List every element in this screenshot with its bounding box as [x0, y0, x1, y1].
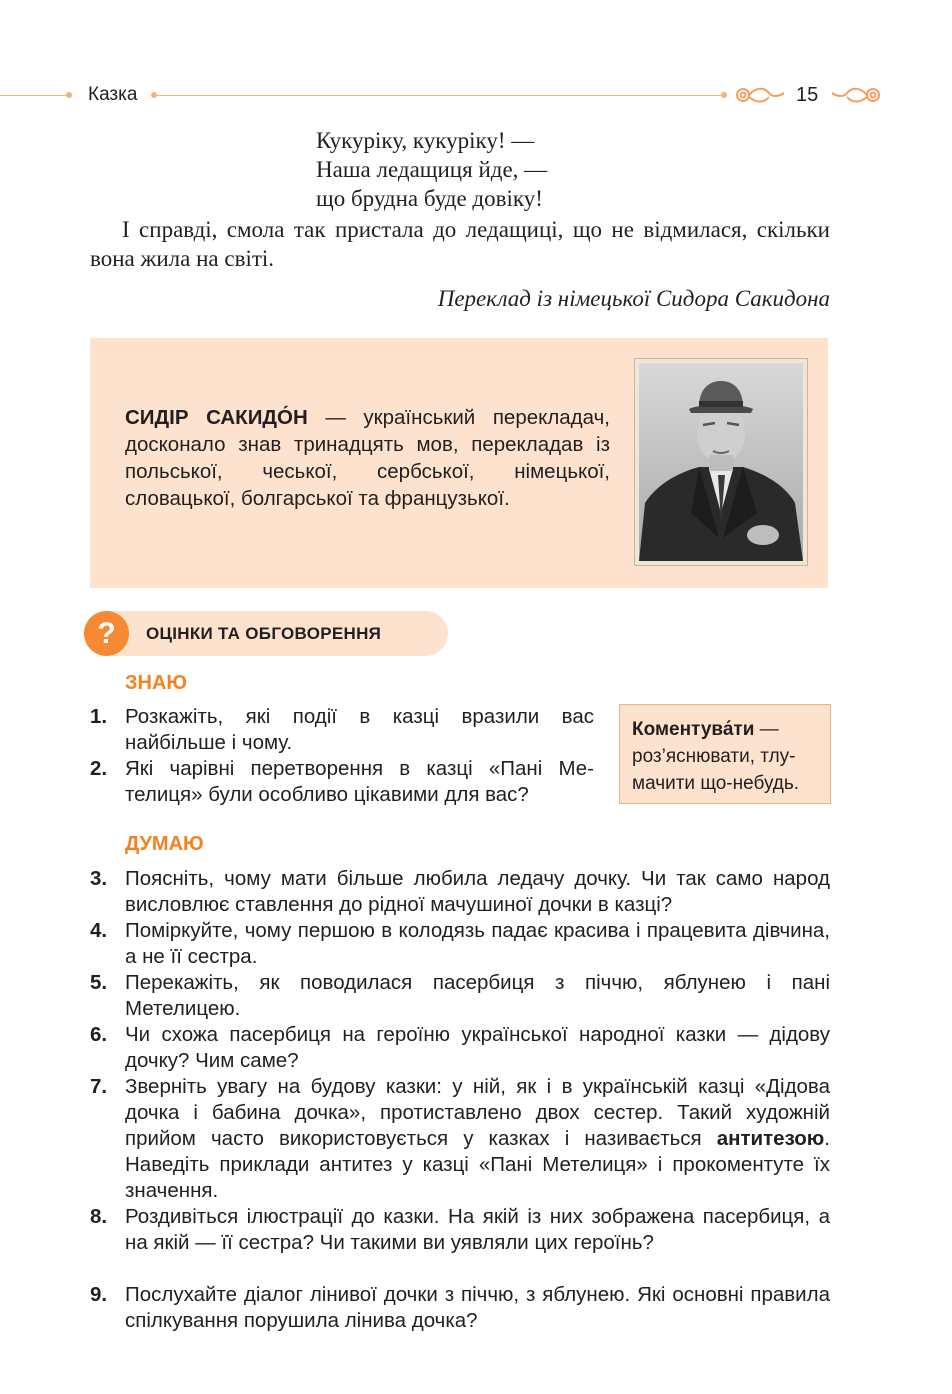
question-number: 1.	[90, 705, 108, 728]
question-number: 3.	[90, 867, 108, 890]
curl-ornament-icon	[830, 84, 882, 106]
question-number: 9.	[90, 1283, 108, 1306]
question-item	[90, 918, 830, 970]
question-text: Поясніть, чому мати більше любила ледачу дочку. Чи так само народ висловлює ставлення до рідної мачушиної дочки в казці?	[125, 867, 830, 916]
question-number: 7.	[90, 1075, 108, 1098]
section-heading: ОЦІНКИ ТА ОБГОВОРЕННЯ	[146, 624, 382, 643]
header-rule-dot	[66, 92, 72, 98]
question-text: Послухайте діалог лінивої дочки з піччю, з яблунею. Які основні правила спілкування порушила лінива дочка?	[125, 1283, 830, 1332]
question-number: 6.	[90, 1023, 108, 1046]
question-item	[90, 704, 596, 756]
author-name: СИДІР САКИДО́Н	[125, 406, 308, 429]
question-item	[90, 756, 596, 808]
header-rule-right	[157, 95, 723, 96]
header-rule-dot	[721, 92, 727, 98]
poem-line: Наша ледащиця йде, —	[316, 157, 548, 182]
question-text: Розкажіть, які події в казці вразили вас найбільше і чому.	[125, 705, 594, 754]
question-number: 8.	[90, 1205, 108, 1228]
curl-ornament-icon	[734, 84, 786, 106]
question-number: 4.	[90, 919, 108, 942]
glossary-term: Коментува́ти	[632, 719, 755, 740]
question-item	[90, 1204, 830, 1282]
question-text-part: . Наведіть приклади антитез у казці «Пані Метелиця» і прокоментуте їх значення.	[125, 1127, 830, 1202]
question-number: 2.	[90, 757, 108, 780]
question-text: Роздивіться ілюстрації до казки. На якій із них зображена пасербиця, а на якій — її сестра? Чи такими ви уявляли цих героїнь?	[125, 1205, 830, 1254]
author-bio	[125, 404, 610, 512]
author-photo-frame	[634, 358, 808, 566]
question-text: Поміркуйте, чому першою в колодязь падає красива і працевита дівчина, а не її сестра.	[125, 919, 830, 968]
glossary-definition: — роз’яснювати, тлумачити що-небудь.	[632, 719, 800, 794]
know-heading: ЗНАЮ	[125, 672, 188, 694]
question-text	[125, 1074, 830, 1204]
question-icon: ?	[84, 611, 129, 656]
section-title: Казка	[88, 84, 138, 105]
question-item	[90, 866, 830, 918]
poem	[316, 126, 547, 213]
poem-line: Кукуріку, кукуріку! —	[316, 128, 535, 153]
header-rule-left	[0, 95, 66, 96]
author-bio-text: — український перекладач, досконало знав тринадцять мов, перекладав із польської, чеської, сербської, німецької, словацької, болгарської та французької.	[125, 406, 610, 510]
question-text-part: Зверніть увагу на будову казки: у ній, як і в українській казці «Дідова дочка і бабина дочка», протиставлено двох сестер. Такий художній прийом часто використовується у казках і називається	[125, 1075, 830, 1150]
think-heading: ДУМАЮ	[125, 833, 204, 855]
story-paragraph: І справді, смола так пристала до ледащиці, що не відмилася, скільки вона жила на світі.	[90, 217, 830, 271]
glossary-box	[619, 704, 831, 804]
question-text: Які чарівні перетворення в казці «Пані Метелиця» були особливо цікавими для вас?	[125, 757, 594, 806]
question-text: Перекажіть, як поводилася пасербиця з піччю, яблунею і пані Метелицею.	[125, 971, 830, 1020]
term-antithesis: антитезою	[716, 1127, 825, 1150]
question-item	[90, 1282, 830, 1334]
question-item	[90, 1074, 830, 1204]
poem-line: що брудна буде довіку!	[316, 186, 543, 211]
question-item	[90, 970, 830, 1022]
question-item	[90, 1022, 830, 1074]
question-text: Чи схожа пасербиця на героїню української народної казки — дідову дочку? Чим саме?	[125, 1023, 830, 1072]
translation-credit: Переклад із німецької Сидора Сакидона	[437, 286, 830, 311]
question-number: 5.	[90, 971, 108, 994]
page-number: 15	[796, 84, 819, 106]
author-portrait-photo	[639, 363, 803, 561]
